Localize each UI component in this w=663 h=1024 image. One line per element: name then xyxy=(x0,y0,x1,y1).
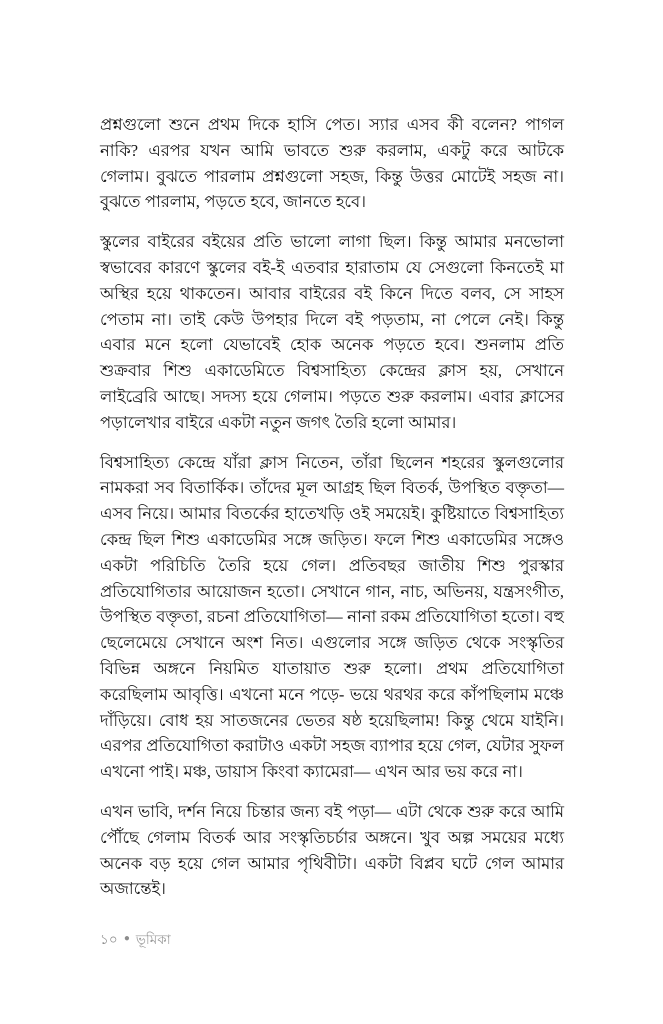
section-label: ভূমিকা xyxy=(135,932,171,947)
body-paragraph-1: প্রশ্নগুলো শুনে প্রথম দিকে হাসি পেত। স্যার এসব কী বলেন? পাগল নাকি? এরপর যখন আমি ভাবতে শুরু করলাম, একটু করে আটকে গেলাম। বুঝতে পারলাম প্রশ্নগুলো সহজ, কিন্তু উত্তর মোটেই সহজ না। বুঝতে পারলাম, পড়তে হবে, জানতে হবে। xyxy=(100,115,564,212)
page-number: ১০ xyxy=(100,932,118,947)
body-paragraph-2: স্কুলের বাইরের বইয়ের প্রতি ভালো লাগা ছিল। কিন্তু আমার মনভোলা স্বভাবের কারণে স্কুলের বই-ই এতবার হারাতাম যে সেগুলো কিনতেই মা অস্থির হয়ে থাকতেন। আবার বাইরের বই কিনে দিতে বলব, সে সাহস পেতাম না। তাই কেউ উপহার দিলে বই পড়তাম, না পেলে নেই। কিন্তু এবার মনে হলো যেভাবেই হোক অনেক পড়তে হবে। শুনলাম প্রতি শুক্রবার শিশু একাডেমিতে বিশ্বসাহিত্য কেন্দ্রের ক্লাস হয়, সেখানে লাইব্রেরি আছে। সদস্য হয়ে গেলাম। পড়তে শুরু করলাম। এবার ক্লাসের পড়ালেখার বাইরে একটা নতুন জগৎ তৈরি হলো আমার। xyxy=(100,232,564,432)
bullet-separator-icon: ● xyxy=(123,933,130,944)
page-footer xyxy=(100,931,500,951)
body-paragraph-3: বিশ্বসাহিত্য কেন্দ্রে যাঁরা ক্লাস নিতেন, তাঁরা ছিলেন শহরের স্কুলগুলোর নামকরা সব বিতার্কিক। তাঁদের মূল আগ্রহ ছিল বিতর্ক, উপস্থিত বক্তৃতা— এসব নিয়ে। আমার বিতর্কের হাতেখড়ি ওই সময়েই। কুষ্টিয়াতে বিশ্বসাহিত্য কেন্দ্র ছিল শিশু একাডেমির সঙ্গে জড়িত। ফলে শিশু একাডেমির সঙ্গেও একটা পরিচিতি তৈরি হয়ে গেল। প্রতিবছর জাতীয় শিশু পুরস্কার প্রতিযোগিতার আয়োজন হতো। সেখানে গান, নাচ, অভিনয়, যন্ত্রসংগীত, উপস্থিত বক্তৃতা, রচনা প্রতিযোগিতা— নানা রকম প্রতিযোগিতা হতো। বহু ছেলেমেয়ে সেখানে অংশ নিত। এগুলোর সঙ্গে জড়িত থেকে সংস্কৃতির বিভিন্ন অঙ্গনে নিয়মিত যাতায়াত শুরু হলো। প্রথম প্রতিযোগিতা করেছিলাম আবৃত্তি। এখনো মনে পড়ে- ভয়ে থরথর করে কাঁপছিলাম মঞ্চে দাঁড়িয়ে। বোধ হয় সাতজনের ভেতর ষষ্ঠ হয়েছিলাম! কিন্তু থেমে যাইনি। এরপর প্রতিযোগিতা করাটাও একটা সহজ ব্যাপার হয়ে গেল, যেটার সুফল এখনো পাই। মঞ্চ, ডায়াস কিংবা ক্যামেরা— এখন আর ভয় করে না। xyxy=(100,452,564,782)
body-paragraph-4: এখন ভাবি, দর্শন নিয়ে চিন্তার জন্য বই পড়া— এটা থেকে শুরু করে আমি পৌঁছে গেলাম বিতর্ক আর সংস্কৃতিচর্চার অঙ্গনে। খুব অল্প সময়ের মধ্যে অনেক বড় হয়ে গেল আমার পৃথিবীটা। একটা বিপ্লব ঘটে গেল আমার অজান্তেই। xyxy=(100,801,564,899)
page-text-block xyxy=(100,112,564,902)
